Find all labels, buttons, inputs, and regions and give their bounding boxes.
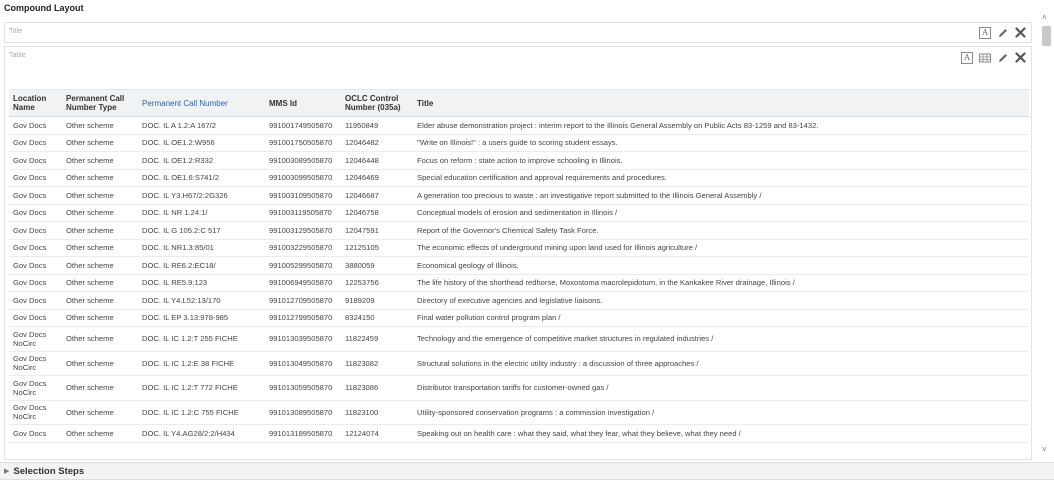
location-name-cell: Gov Docs [9, 309, 62, 327]
oclc-number-cell: 12046448 [341, 152, 413, 170]
call-number-type-cell: Other scheme [62, 376, 138, 401]
column-header-call-number[interactable]: Permanent Call Number [138, 90, 265, 117]
column-header-call-number-type[interactable]: Permanent Call Number Type [62, 90, 138, 117]
oclc-number-cell: 12046482 [341, 134, 413, 152]
close-icon[interactable] [1015, 51, 1026, 64]
vertical-scrollbar[interactable] [1040, 12, 1052, 458]
call-number-cell: DOC. IL IC 1.2:E 38 FICHE [138, 351, 265, 376]
call-number-cell: DOC. IL Y4.L52:13/170 [138, 292, 265, 310]
call-number-cell: DOC. IL NR 1.24:1/ [138, 204, 265, 222]
title-cell: Special education certification and approval requirements and procedures. [413, 169, 1029, 187]
oclc-number-cell: 12124074 [341, 425, 413, 443]
title-cell: The economic effects of underground mining upon land used for Illinois agriculture / [413, 239, 1029, 257]
column-header-mms-id[interactable]: MMS Id [265, 90, 341, 117]
mms-id-cell: 991006949505870 [265, 274, 341, 292]
mms-id-cell: 991001749505870 [265, 117, 341, 135]
title-cell: Structural solutions in the electric utility industry : a discussion of three approaches / [413, 351, 1029, 376]
pencil-icon[interactable] [997, 51, 1009, 64]
call-number-type-cell: Other scheme [62, 351, 138, 376]
title-cell: A generation too precious to waste : an investigative report submitted to the Illinois General Assembly / [413, 187, 1029, 205]
scroll-up-icon[interactable]: ˄ [1042, 13, 1047, 22]
call-number-cell: DOC. IL IC 1.2:C 755 FICHE [138, 400, 265, 425]
table-view-label: Table [9, 52, 26, 59]
table-row [9, 257, 1029, 275]
title-cell: Technology and the emergence of competitive market structures in regulated industries / [413, 327, 1029, 352]
pencil-icon[interactable] [997, 26, 1009, 39]
call-number-type-cell: Other scheme [62, 187, 138, 205]
table-row [9, 376, 1029, 401]
location-name-cell: Gov Docs [9, 274, 62, 292]
format-text-icon[interactable]: A [979, 27, 991, 39]
table-body [9, 117, 1029, 443]
call-number-type-cell: Other scheme [62, 327, 138, 352]
call-number-type-cell: Other scheme [62, 400, 138, 425]
location-name-cell: Gov Docs [9, 117, 62, 135]
results-table-wrapper [9, 89, 1029, 443]
oclc-number-cell: 11823082 [341, 351, 413, 376]
close-icon[interactable] [1015, 26, 1026, 39]
call-number-cell: DOC. IL RE5.9:123 [138, 274, 265, 292]
table-row [9, 204, 1029, 222]
oclc-number-cell: 11822459 [341, 327, 413, 352]
table-row [9, 425, 1029, 443]
title-view-label: Title [9, 28, 22, 35]
location-name-cell: Gov Docs [9, 239, 62, 257]
title-cell: Utility-sponsored conservation programs : a commission investigation / [413, 400, 1029, 425]
mms-id-cell: 991013039505870 [265, 327, 341, 352]
oclc-number-cell: 12253756 [341, 274, 413, 292]
mms-id-cell: 991001750505870 [265, 134, 341, 152]
mms-id-cell: 991013059505870 [265, 376, 341, 401]
table-view-panel [4, 46, 1032, 460]
oclc-number-cell: 3880059 [341, 257, 413, 275]
oclc-number-cell: 12047591 [341, 222, 413, 240]
column-header-location-name[interactable]: Location Name [9, 90, 62, 117]
column-header-title[interactable]: Title [413, 90, 1029, 117]
table-row [9, 309, 1029, 327]
oclc-number-cell: 11950849 [341, 117, 413, 135]
oclc-number-cell: 12046758 [341, 204, 413, 222]
location-name-cell: Gov Docs NoCirc [9, 327, 62, 352]
oclc-number-cell: 8324150 [341, 309, 413, 327]
mms-id-cell: 991013089505870 [265, 400, 341, 425]
scroll-down-icon[interactable]: ˅ [1042, 445, 1047, 454]
mms-id-cell: 991003109505870 [265, 187, 341, 205]
title-cell: Directory of executive agencies and legislative liaisons. [413, 292, 1029, 310]
location-name-cell: Gov Docs [9, 425, 62, 443]
location-name-cell: Gov Docs NoCirc [9, 400, 62, 425]
page-title: Compound Layout [4, 3, 84, 13]
call-number-type-cell: Other scheme [62, 134, 138, 152]
mms-id-cell: 991013049505870 [265, 351, 341, 376]
title-cell: Focus on reform : state action to improve schooling in Illinois. [413, 152, 1029, 170]
mms-id-cell: 991012709505870 [265, 292, 341, 310]
call-number-cell: DOC. IL RE6.2:EC18/ [138, 257, 265, 275]
mms-id-cell: 991012799505870 [265, 309, 341, 327]
title-cell: Final water pollution control program plan / [413, 309, 1029, 327]
title-cell: "Write on Illinois!" : a users guide to scoring student essays. [413, 134, 1029, 152]
table-header-row [9, 90, 1029, 117]
call-number-cell: DOC. IL OE1.2:W956 [138, 134, 265, 152]
call-number-type-cell: Other scheme [62, 309, 138, 327]
location-name-cell: Gov Docs [9, 222, 62, 240]
selection-steps-bar[interactable] [0, 462, 1054, 480]
location-name-cell: Gov Docs [9, 292, 62, 310]
call-number-type-cell: Other scheme [62, 117, 138, 135]
column-header-oclc-number[interactable]: OCLC Control Number (035a) [341, 90, 413, 117]
results-table [9, 89, 1029, 443]
call-number-type-cell: Other scheme [62, 239, 138, 257]
table-row [9, 222, 1029, 240]
table-row [9, 239, 1029, 257]
location-name-cell: Gov Docs [9, 169, 62, 187]
mms-id-cell: 991003099505870 [265, 169, 341, 187]
table-view-icon[interactable] [979, 51, 991, 64]
title-cell: Conceptual models of erosion and sedimentation in Illinois / [413, 204, 1029, 222]
title-view-panel [4, 22, 1032, 43]
format-text-icon[interactable]: A [961, 52, 973, 64]
call-number-cell: DOC. IL OE1.2:R332 [138, 152, 265, 170]
mms-id-cell: 991005299505870 [265, 257, 341, 275]
call-number-type-cell: Other scheme [62, 152, 138, 170]
table-row [9, 351, 1029, 376]
location-name-cell: Gov Docs NoCirc [9, 376, 62, 401]
oclc-number-cell: 9189209 [341, 292, 413, 310]
mms-id-cell: 991003229505870 [265, 239, 341, 257]
call-number-type-cell: Other scheme [62, 222, 138, 240]
call-number-type-cell: Other scheme [62, 204, 138, 222]
title-cell: The life history of the shorthead redhorse, Moxostoma macrolepidotum, in the Kankakee River drainage, Illinois / [413, 274, 1029, 292]
oclc-number-cell: 11823086 [341, 376, 413, 401]
table-row [9, 152, 1029, 170]
call-number-type-cell: Other scheme [62, 274, 138, 292]
expand-triangle-icon[interactable]: ▶ [4, 468, 10, 475]
call-number-cell: DOC. IL G 105.2:C 517 [138, 222, 265, 240]
table-row [9, 400, 1029, 425]
mms-id-cell: 991003129505870 [265, 222, 341, 240]
oclc-number-cell: 12046687 [341, 187, 413, 205]
title-cell: Economical geology of Illinois, [413, 257, 1029, 275]
location-name-cell: Gov Docs [9, 257, 62, 275]
table-row [9, 327, 1029, 352]
selection-steps-label[interactable]: Selection Steps [13, 465, 85, 477]
oclc-number-cell: 12125105 [341, 239, 413, 257]
call-number-cell: DOC. IL Y3.H67/2:2G326 [138, 187, 265, 205]
location-name-cell: Gov Docs [9, 204, 62, 222]
location-name-cell: Gov Docs [9, 152, 62, 170]
mms-id-cell: 991013189505870 [265, 425, 341, 443]
table-row [9, 292, 1029, 310]
table-row [9, 187, 1029, 205]
call-number-type-cell: Other scheme [62, 425, 138, 443]
location-name-cell: Gov Docs NoCirc [9, 351, 62, 376]
call-number-cell: DOC. IL IC 1.2:T 772 FICHE [138, 376, 265, 401]
oclc-number-cell: 12046469 [341, 169, 413, 187]
call-number-type-cell: Other scheme [62, 169, 138, 187]
title-cell: Speaking out on health care : what they said, what they fear, what they believe, what they need / [413, 425, 1029, 443]
call-number-cell: DOC. IL A 1.2:A 167/2 [138, 117, 265, 135]
call-number-cell: DOC. IL NR1.3:85/01 [138, 239, 265, 257]
call-number-cell: DOC. IL EP 3.13:978-985 [138, 309, 265, 327]
location-name-cell: Gov Docs [9, 134, 62, 152]
title-cell: Elder abuse demonstration project : interim report to the Illinois General Assembly on Public Acts 83-1259 and 83-1432. [413, 117, 1029, 135]
call-number-cell: DOC. IL IC 1.2:T 255 FICHE [138, 327, 265, 352]
table-row [9, 134, 1029, 152]
table-row [9, 274, 1029, 292]
table-row [9, 117, 1029, 135]
call-number-cell: DOC. IL OE1.6:S741/2 [138, 169, 265, 187]
mms-id-cell: 991003089505870 [265, 152, 341, 170]
mms-id-cell: 991003119505870 [265, 204, 341, 222]
oclc-number-cell: 11823100 [341, 400, 413, 425]
location-name-cell: Gov Docs [9, 187, 62, 205]
scroll-thumb[interactable] [1042, 26, 1051, 46]
title-cell: Report of the Governor's Chemical Safety Task Force. [413, 222, 1029, 240]
title-cell: Distributor transportation tariffs for customer-owned gas / [413, 376, 1029, 401]
call-number-type-cell: Other scheme [62, 292, 138, 310]
call-number-type-cell: Other scheme [62, 257, 138, 275]
table-row [9, 169, 1029, 187]
call-number-cell: DOC. IL Y4.AG28/2:2/H434 [138, 425, 265, 443]
